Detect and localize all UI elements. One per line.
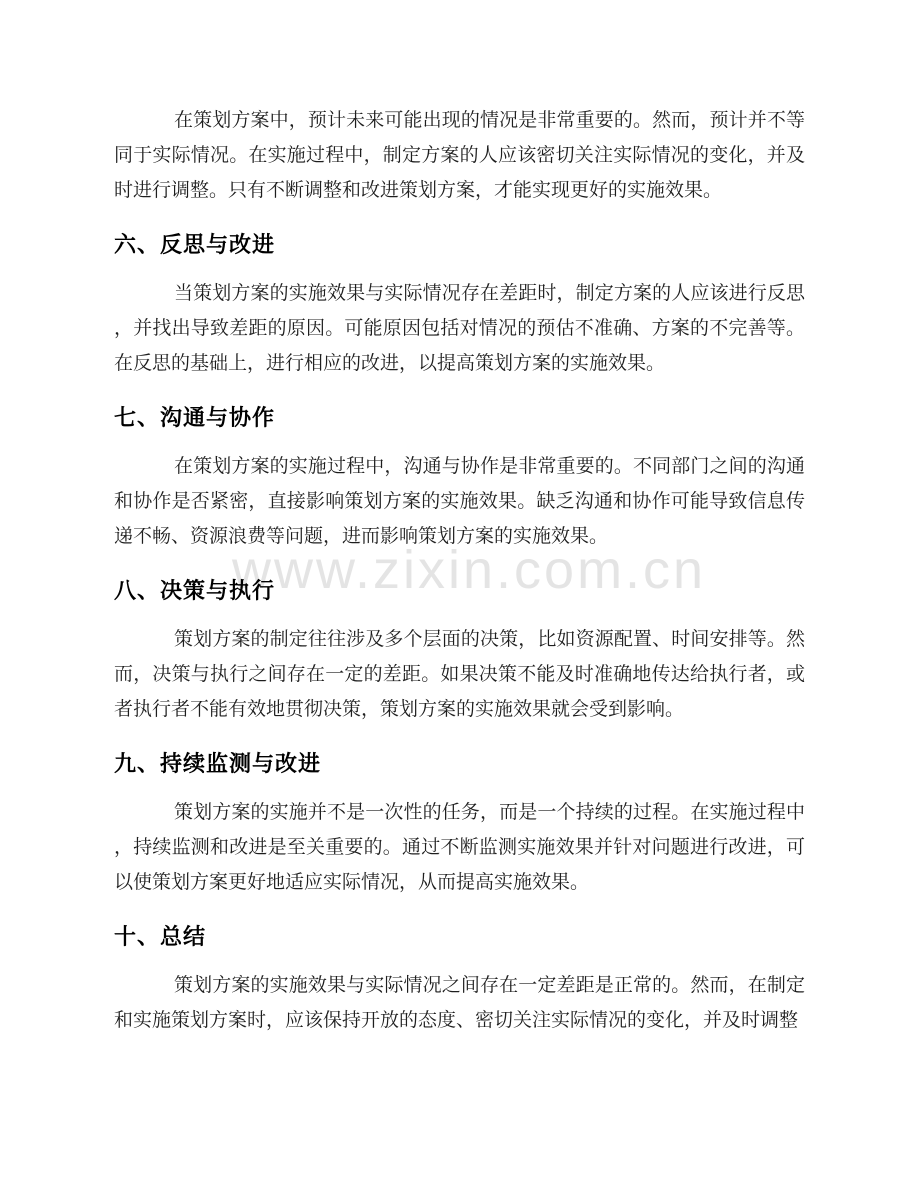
body-line: 同于实际情况。在实施过程中，制定方案的人应该密切关注实际情况的变化，并及 — [114, 145, 805, 166]
body-line: ，并找出导致差距的原因。可能原因包括对情况的预估不准确、方案的不完善等。 — [114, 318, 805, 339]
body-line: 者执行者不能有效地贯彻决策，策划方案的实施效果就会受到影响。 — [114, 699, 685, 720]
body-line: 策划方案的实施并不是一次性的任务，而是一个持续的过程。在实施过程中 — [174, 802, 805, 823]
body-line: 和实施策划方案时，应该保持开放的态度、密切关注实际情况的变化，并及时调整 — [114, 1010, 799, 1031]
body-line: 在反思的基础上，进行相应的改进，以提高策划方案的实施效果。 — [114, 353, 666, 374]
body-line: 递不畅、资源浪费等问题，进而影响策划方案的实施效果。 — [114, 526, 609, 547]
body-line: 当策划方案的实施效果与实际情况存在差距时，制定方案的人应该进行反思 — [174, 283, 805, 304]
section-heading-9: 九、持续监测与改进 — [114, 751, 322, 776]
body-line: 和协作是否紧密，直接影响策划方案的实施效果。缺乏沟通和协作可能导致信息传 — [114, 491, 805, 512]
body-line: 时进行调整。只有不断调整和改进策划方案，才能实现更好的实施效果。 — [114, 180, 723, 201]
body-line: ，持续监测和改进是至关重要的。通过不断监测实施效果并针对问题进行改进，可 — [114, 837, 805, 858]
paragraph-section-9 — [114, 795, 805, 900]
section-heading-6: 六、反思与改进 — [114, 232, 276, 257]
paragraph-intro — [114, 103, 805, 208]
paragraph-section-7 — [114, 449, 805, 554]
document-content — [114, 103, 805, 1038]
paragraph-section-10 — [114, 968, 805, 1038]
paragraph-section-8 — [114, 622, 805, 727]
section-heading-7: 七、沟通与协作 — [114, 405, 276, 430]
body-line: 而，决策与执行之间存在一定的差距。如果决策不能及时准确地传达给执行者，或 — [114, 664, 805, 685]
body-line: 在策划方案的实施过程中，沟通与协作是非常重要的。不同部门之间的沟通 — [174, 456, 805, 477]
section-heading-8: 八、决策与执行 — [114, 578, 276, 603]
body-line: 策划方案的制定往往涉及多个层面的决策，比如资源配置、时间安排等。然 — [174, 629, 805, 650]
body-line: 以使策划方案更好地适应实际情况，从而提高实施效果。 — [114, 872, 590, 893]
body-line: 策划方案的实施效果与实际情况之间存在一定差距是正常的。然而，在制定 — [174, 975, 805, 996]
body-line: 在策划方案中，预计未来可能出现的情况是非常重要的。然而，预计并不等 — [174, 110, 805, 131]
paragraph-section-6 — [114, 276, 805, 381]
watermark-text: www.zixin.com.cn — [232, 540, 707, 600]
section-heading-10: 十、总结 — [114, 924, 207, 949]
